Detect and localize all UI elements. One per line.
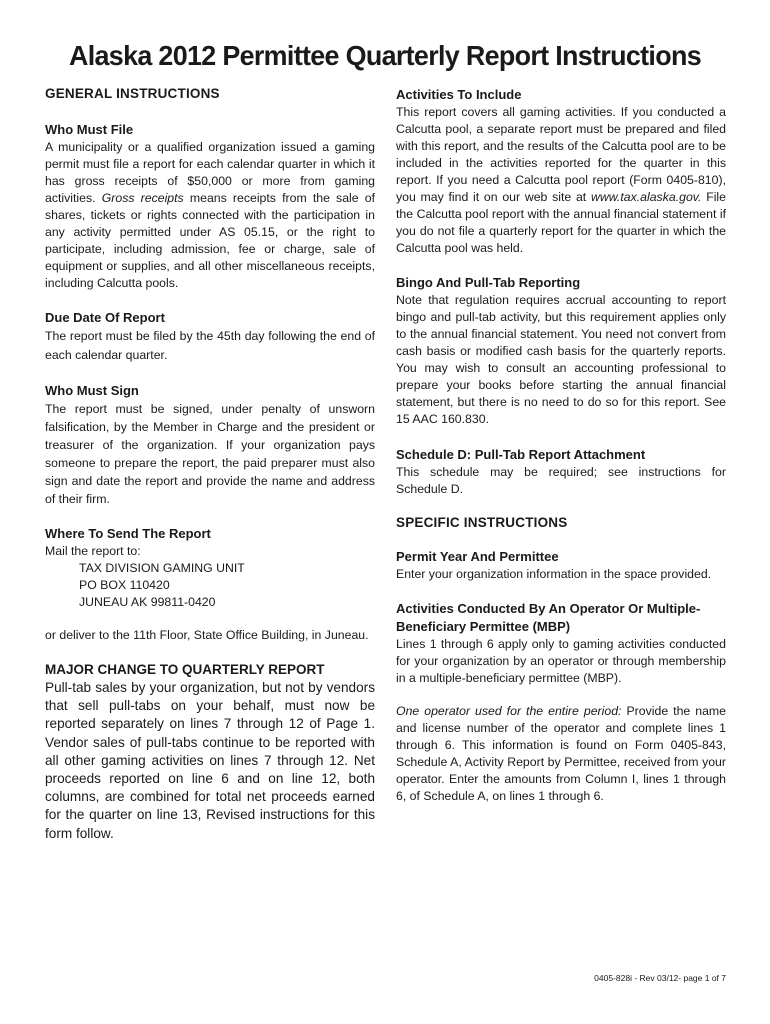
who-must-file-text: A municipality or a qualified organization issued a gaming permit must file a report for each calendar quarter in which it has gross receipts of $50,000 or more from gaming activities. Gross receipts means receipts from the sale of shares, tickets or rights connected with the participation in any activity permitted under AS 05.15, or the right to participate, including admission, fee or charge, sale of equipment or supplies, and all other miscellaneous receipts, including Calcutta pools. — [45, 140, 375, 290]
mail-text: Mail the report to: — [45, 544, 141, 558]
schedule-d-heading: Schedule D: Pull-Tab Report Attachment — [396, 447, 646, 462]
major-change-heading: MAJOR CHANGE TO QUARTERLY REPORT — [45, 662, 325, 677]
deliver-text: or deliver to the 11th Floor, State Office Building, in Juneau. — [45, 628, 369, 642]
due-date-heading: Due Date Of Report — [45, 310, 165, 325]
activities-text: This report covers all gaming activities. If you conducted a Calcutta pool, a separate report must be prepared and filed with this report, and the results of the Calcutta pool are to be included in the activities reported for the quarter in this report. If you need a Calcutta pool report (Form 0405-810), you may find it on our web site at www.tax.alaska.gov. File the Calcutta pool report with the annual financial statement if you do not file a quarterly report for the quarter in which the Calcutta pool was held. — [396, 105, 727, 255]
bingo-heading: Bingo And Pull-Tab Reporting — [396, 275, 581, 290]
who-must-sign-heading: Who Must Sign — [45, 383, 139, 398]
bingo-text: Note that regulation requires accrual accounting to report bingo and pull-tab activity, but this requirement applies only to the annual financial statement. You need not convert from cash basis or modified cash basis for the quarterly reports. You may wish to consult an accounting professional to prepare your books before starting the annual financial statement, but there is no need to do so for this report. See 15 AAC 160.830. — [396, 293, 726, 426]
where-to-send-heading: Where To Send The Report — [45, 526, 211, 541]
due-date-text: The report must be filed by the 45th day following the end of each calendar quarter. — [45, 329, 375, 362]
activities-heading: Activities To Include — [396, 87, 522, 102]
major-change-text: Pull-tab sales by your organization, but not by vendors that sell pull-tabs on your behalf, must now be reported separately on lines 7 through 12 of Page 1. Vendor sales of pull-tabs continue to be reported with all other gaming activities on lines 7 through 12. Net proceeds reported on line 6 and on line 12, both columns, are combined for total net proceeds earned for the quarter on line 13, Revised instructions for this form follow. — [45, 680, 375, 841]
address-line-1: TAX DIVISION GAMING UNIT — [79, 561, 245, 575]
schedule-d-text: This schedule may be required; see instructions for Schedule D. — [396, 465, 726, 496]
who-must-sign-text: The report must be signed, under penalty of unsworn falsification, by the Member in Charge and the president or treasurer of the organization. If your organization pays someone to prepare the report, the paid preparer must also sign and date the report and provide the name and address of their firm. — [45, 402, 375, 506]
address-line-2: PO BOX 110420 — [79, 578, 170, 592]
who-must-file-heading: Who Must File — [45, 122, 134, 137]
address-line-3: JUNEAU AK 99811-0420 — [79, 595, 216, 609]
left-column — [45, 86, 375, 843]
specific-instructions-heading: SPECIFIC INSTRUCTIONS — [396, 515, 568, 530]
operator-text: Lines 1 through 6 apply only to gaming activities conducted for your organization by an operator or through membership in a multiple-beneficiary permittee (MBP). — [396, 637, 726, 685]
one-operator-text: One operator used for the entire period: Provide the name and license number of the operator and complete lines 1 through 6. This information is found on Form 0405-843, Schedule A, Activity Report by Permittee, received from your operator. Enter the amounts from Column I, lines 1 through 6, of Schedule A, on lines 1 through 6. — [396, 704, 726, 803]
permit-year-text: Enter your organization information in the space provided. — [396, 567, 712, 581]
page-footer: 0405-828i - Rev 03/12- page 1 of 7 — [594, 973, 726, 983]
right-column — [396, 86, 726, 805]
operator-heading: Activities Conducted By An Operator Or Multiple-Beneficiary Permittee (MBP) — [396, 601, 701, 634]
page-title: Alaska 2012 Permittee Quarterly Report Instructions — [68, 40, 702, 71]
general-instructions-heading: GENERAL INSTRUCTIONS — [45, 86, 220, 101]
permit-year-heading: Permit Year And Permittee — [396, 549, 559, 564]
